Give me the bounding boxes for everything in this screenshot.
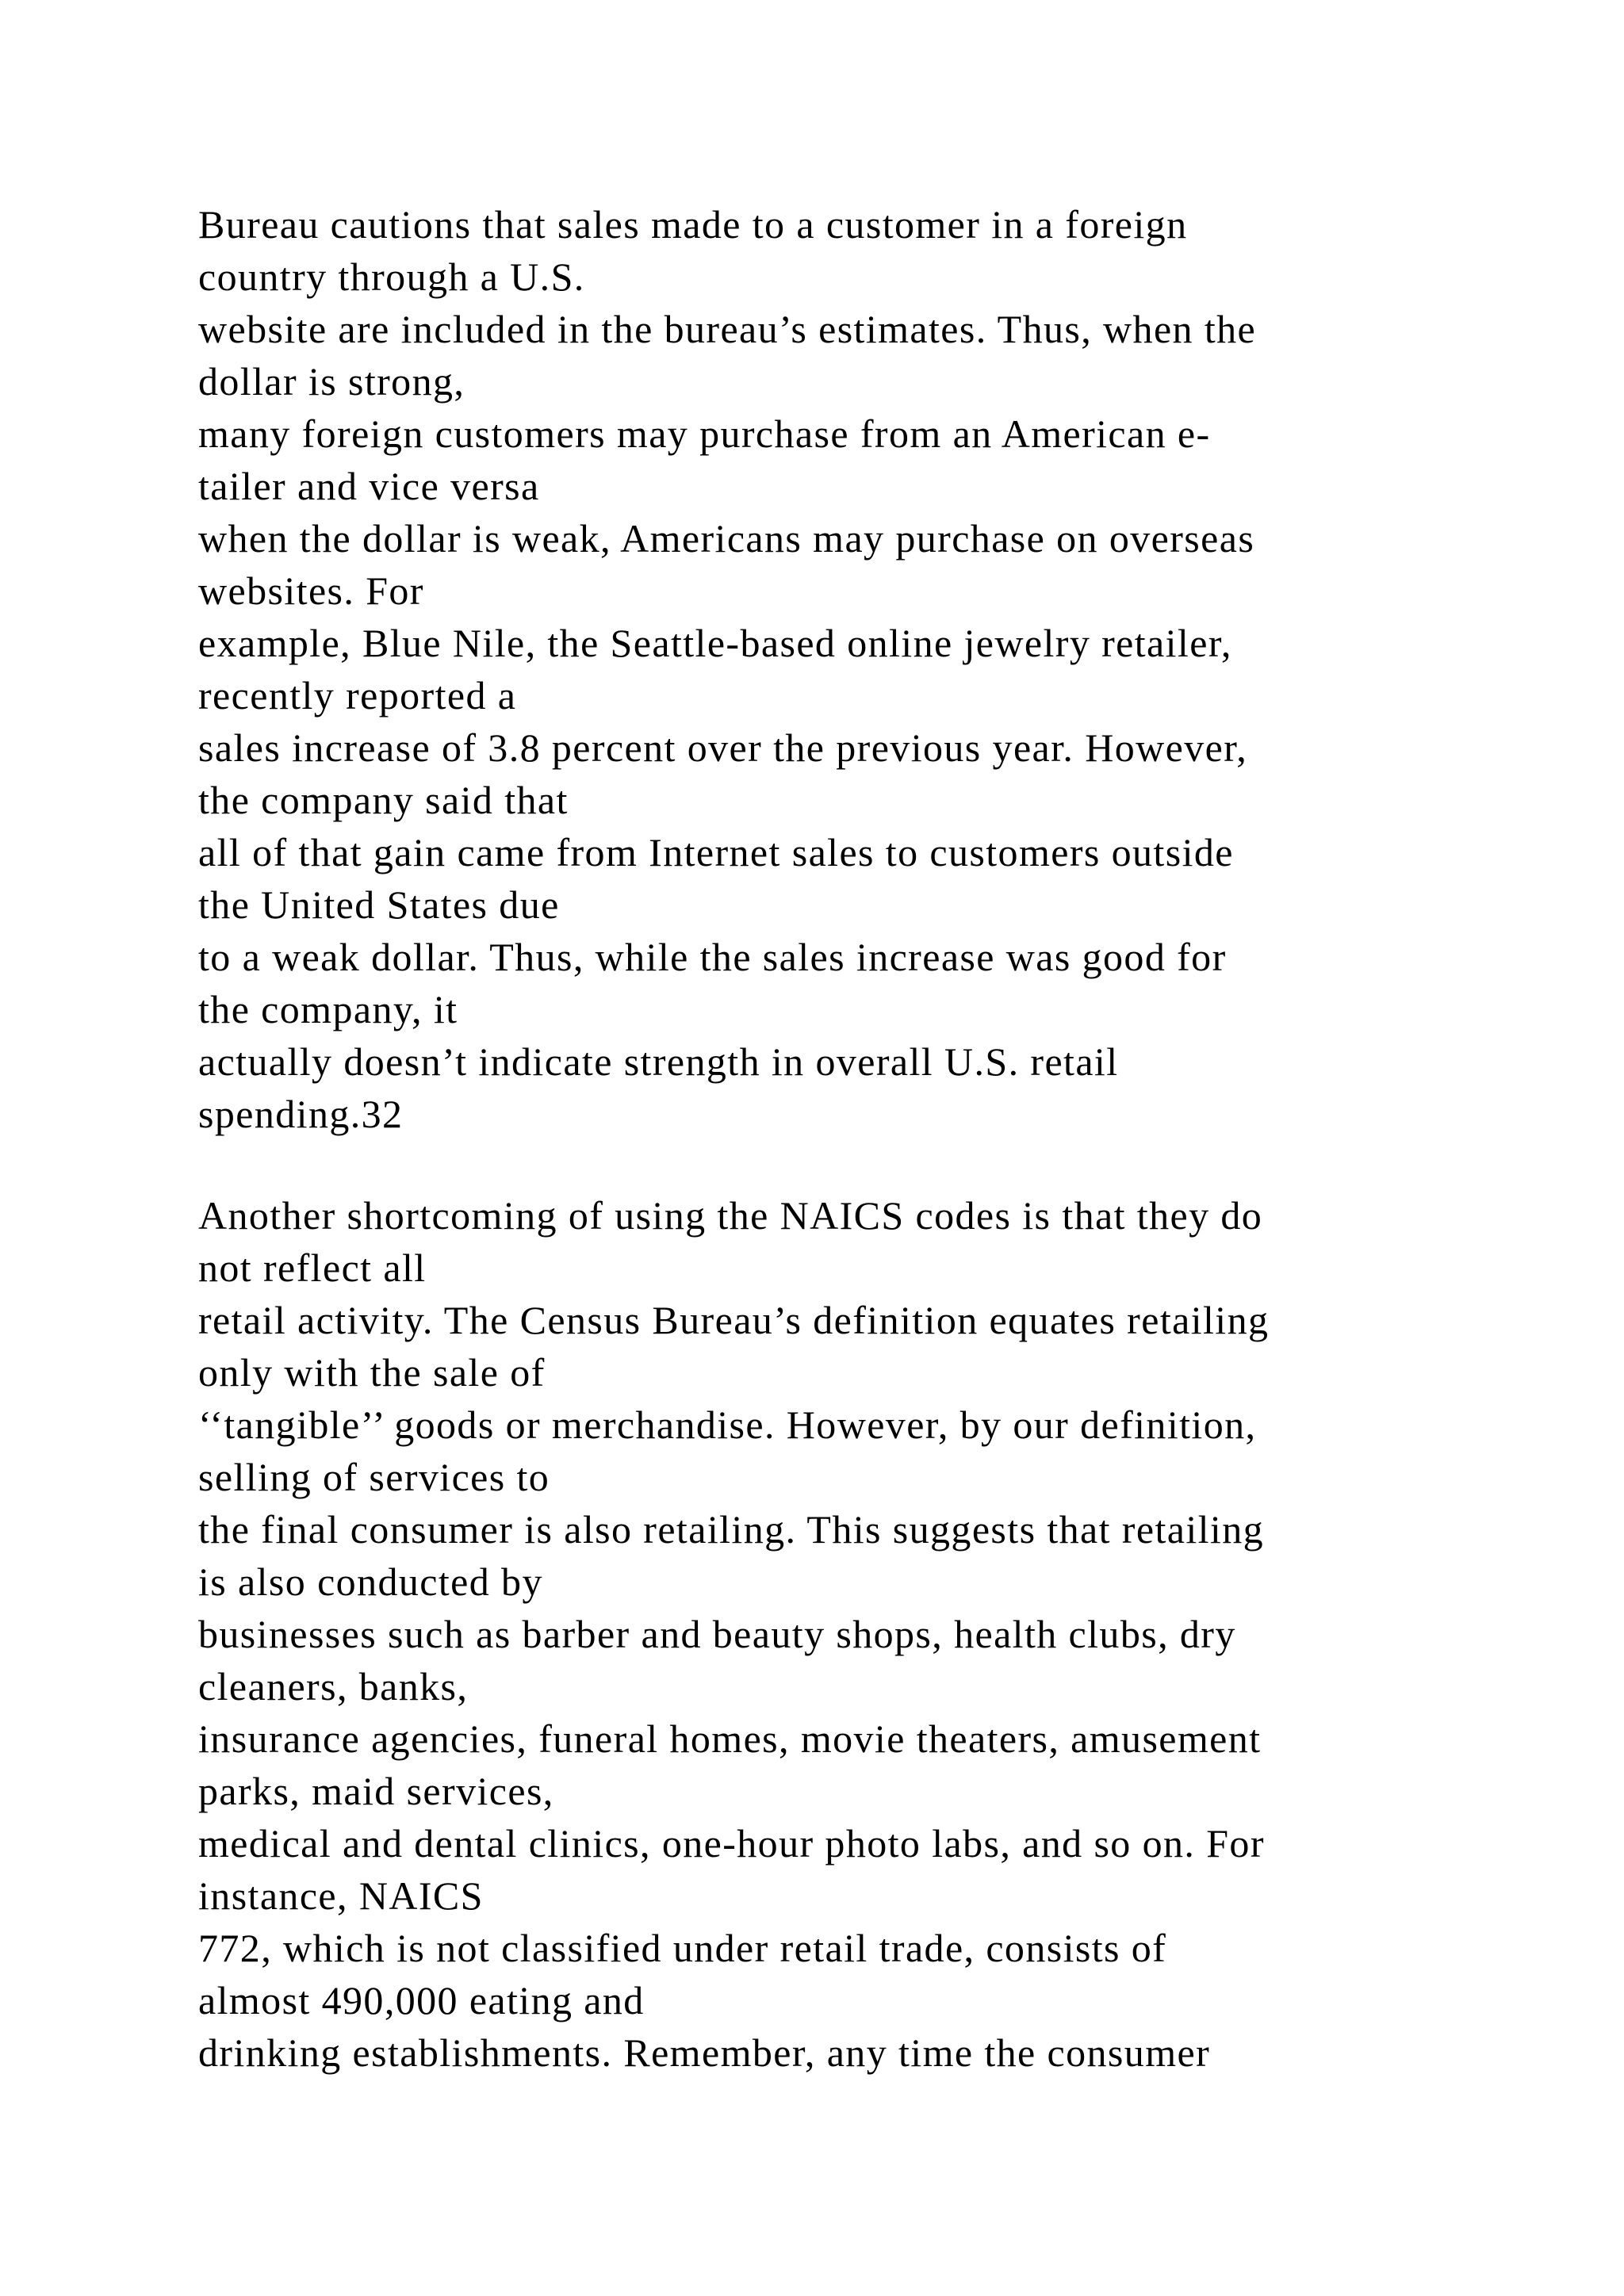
text-line: parks, maid services, (198, 1769, 554, 1813)
text-line: medical and dental clinics, one-hour photo labs, and so on. For (198, 1821, 1265, 1866)
text-line: websites. For (198, 568, 424, 613)
text-line: all of that gain came from Internet sales to customers outside (198, 830, 1234, 874)
text-line: tailer and vice versa (198, 464, 540, 508)
text-line: sales increase of 3.8 percent over the previous year. However, (198, 725, 1248, 770)
text-line: example, Blue Nile, the Seattle-based online jewelry retailer, (198, 621, 1232, 665)
paragraph-2 (198, 1189, 1467, 2079)
text-line: country through a U.S. (198, 254, 585, 299)
text-line: ‘‘tangible’’ goods or merchandise. However, by our definition, (198, 1402, 1257, 1447)
text-line: selling of services to (198, 1455, 550, 1499)
text-line: recently reported a (198, 673, 517, 718)
text-line: the company said that (198, 778, 569, 822)
text-line: the United States due (198, 882, 560, 927)
text-line: to a weak dollar. Thus, while the sales increase was good for (198, 935, 1227, 979)
text-line: insurance agencies, funeral homes, movie theaters, amusement (198, 1716, 1262, 1761)
paragraph-1 (198, 198, 1467, 1140)
text-line: Another shortcoming of using the NAICS codes is that they do (198, 1193, 1263, 1238)
text-line: Bureau cautions that sales made to a customer in a foreign (198, 202, 1188, 247)
text-line: instance, NAICS (198, 1873, 484, 1918)
text-line: dollar is strong, (198, 359, 465, 404)
text-line: businesses such as barber and beauty shops, health clubs, dry (198, 1612, 1236, 1656)
text-line: spending.32 (198, 1092, 404, 1136)
text-line: many foreign customers may purchase from an American e- (198, 411, 1211, 456)
text-line: retail activity. The Census Bureau’s definition equates retailing (198, 1298, 1270, 1342)
text-line: actually doesn’t indicate strength in overall U.S. retail (198, 1039, 1119, 1084)
text-line: drinking establishments. Remember, any time the consumer (198, 2030, 1211, 2075)
text-line: is also conducted by (198, 1559, 543, 1604)
text-line: cleaners, banks, (198, 1664, 469, 1709)
text-line: the company, it (198, 987, 458, 1031)
text-line: almost 490,000 eating and (198, 1978, 645, 2022)
text-line: 772, which is not classified under retail trade, consists of (198, 1926, 1167, 1970)
text-line: not reflect all (198, 1246, 427, 1290)
text-line: the final consumer is also retailing. This suggests that retailing (198, 1507, 1265, 1552)
text-line: only with the sale of (198, 1350, 546, 1395)
text-line: when the dollar is weak, Americans may purchase on overseas (198, 516, 1255, 561)
text-line: website are included in the bureau’s estimates. Thus, when the (198, 307, 1257, 351)
